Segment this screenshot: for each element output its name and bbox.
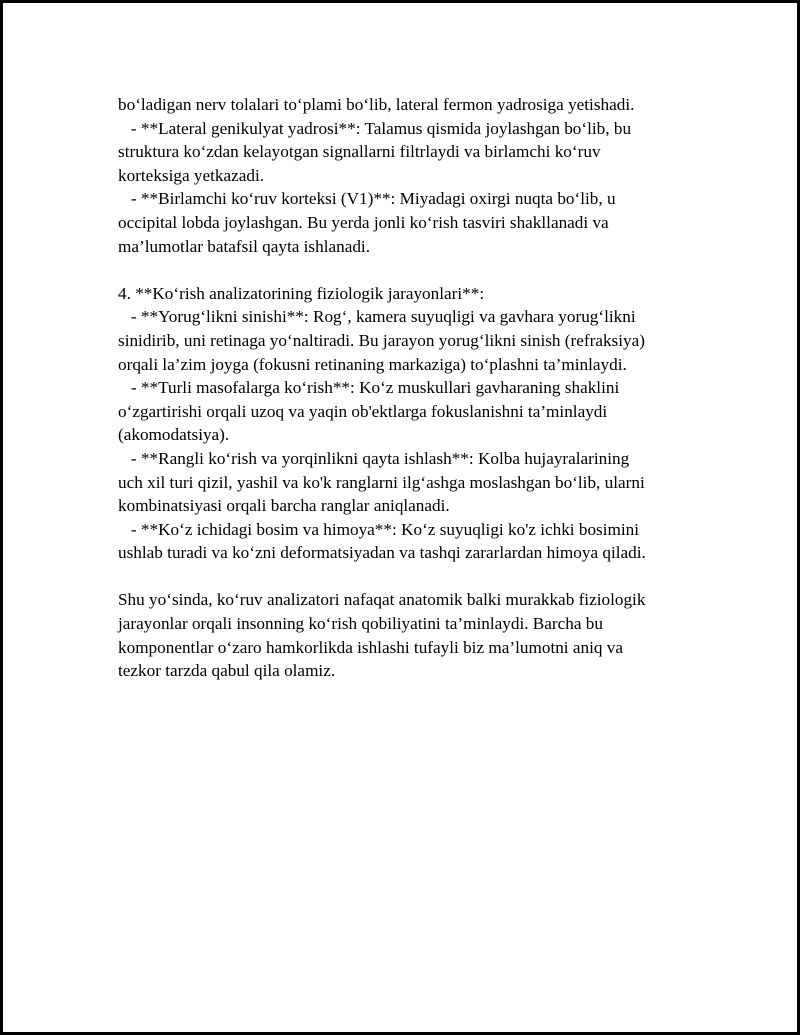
text-line: tezkor tarzda qabul qila olamiz. (118, 661, 336, 681)
text-line: Shu yo‘sinda, ko‘ruv analizatori nafaqat anatomik balki murakkab fiziologik (118, 590, 646, 610)
text-line: - **Birlamchi ko‘ruv korteksi (V1)**: Miyadagi oxirgi nuqta bo‘lib, u (118, 189, 616, 209)
text-line: - **Ko‘z ichidagi bosim va himoya**: Ko‘z suyuqligi ko'z ichki bosimini (118, 519, 640, 539)
document-body (118, 93, 718, 683)
text-line: uch xil turi qizil, yashil va ko'k ranglarni ilg‘ashga moslashgan bo‘lib, ularni (118, 472, 645, 492)
text-line: - **Lateral genikulyat yadrosi**: Talamus qismida joylashgan bo‘lib, bu (118, 118, 632, 138)
text-line: komponentlar o‘zaro hamkorlikda ishlashi tufayli biz ma’lumotni aniq va (118, 637, 623, 657)
text-line: struktura ko‘zdan kelayotgan signallarni filtrlaydi va birlamchi ko‘ruv (118, 142, 601, 162)
section-heading-line: 4. **Ko‘rish analizatorining fiziologik jarayonlari**: (118, 283, 485, 303)
text-line: ushlab turadi va ko‘zni deformatsiyadan va tashqi zararlardan himoya qiladi. (118, 543, 646, 563)
text-line: o‘zgartirishi orqali uzoq va yaqin ob'ektlarga fokuslanishni ta’minlaydi (118, 401, 608, 421)
text-line: - **Yorug‘likni sinishi**: Rog‘, kamera suyuqligi va gavhara yorug‘likni (118, 307, 636, 327)
paragraph-gap (118, 565, 718, 589)
text-line: occipital lobda joylashgan. Bu yerda jonli ko‘rish tasviri shakllanadi va (118, 212, 609, 232)
text-line: sinidirib, uni retinaga yo‘naltiradi. Bu jarayon yorug‘likni sinish (refraksiya) (118, 330, 645, 350)
text-line: kombinatsiyasi orqali barcha ranglar aniqlanadi. (118, 496, 450, 516)
text-line: bo‘ladigan nerv tolalari to‘plami bo‘lib, lateral fermon yadrosiga yetishadi. (118, 95, 635, 114)
text-line: jarayonlar orqali insonning ko‘rish qobiliyatini ta’minlaydi. Barcha bu (118, 614, 603, 634)
text-line: (akomodatsiya). (118, 425, 230, 445)
text-line: orqali la’zim joyga (fokusni retinaning markaziga) to‘plashni ta’minlaydi. (118, 354, 627, 374)
text-line: ma’lumotlar batafsil qayta ishlanadi. (118, 236, 371, 256)
paragraph-gap (118, 258, 718, 282)
text-line: korteksiga yetkazadi. (118, 165, 265, 185)
text-line: - **Turli masofalarga ko‘rish**: Ko‘z muskullari gavharaning shaklini (118, 378, 620, 398)
text-line: - **Rangli ko‘rish va yorqinlikni qayta ishlash**: Kolba hujayralarining (118, 448, 630, 468)
